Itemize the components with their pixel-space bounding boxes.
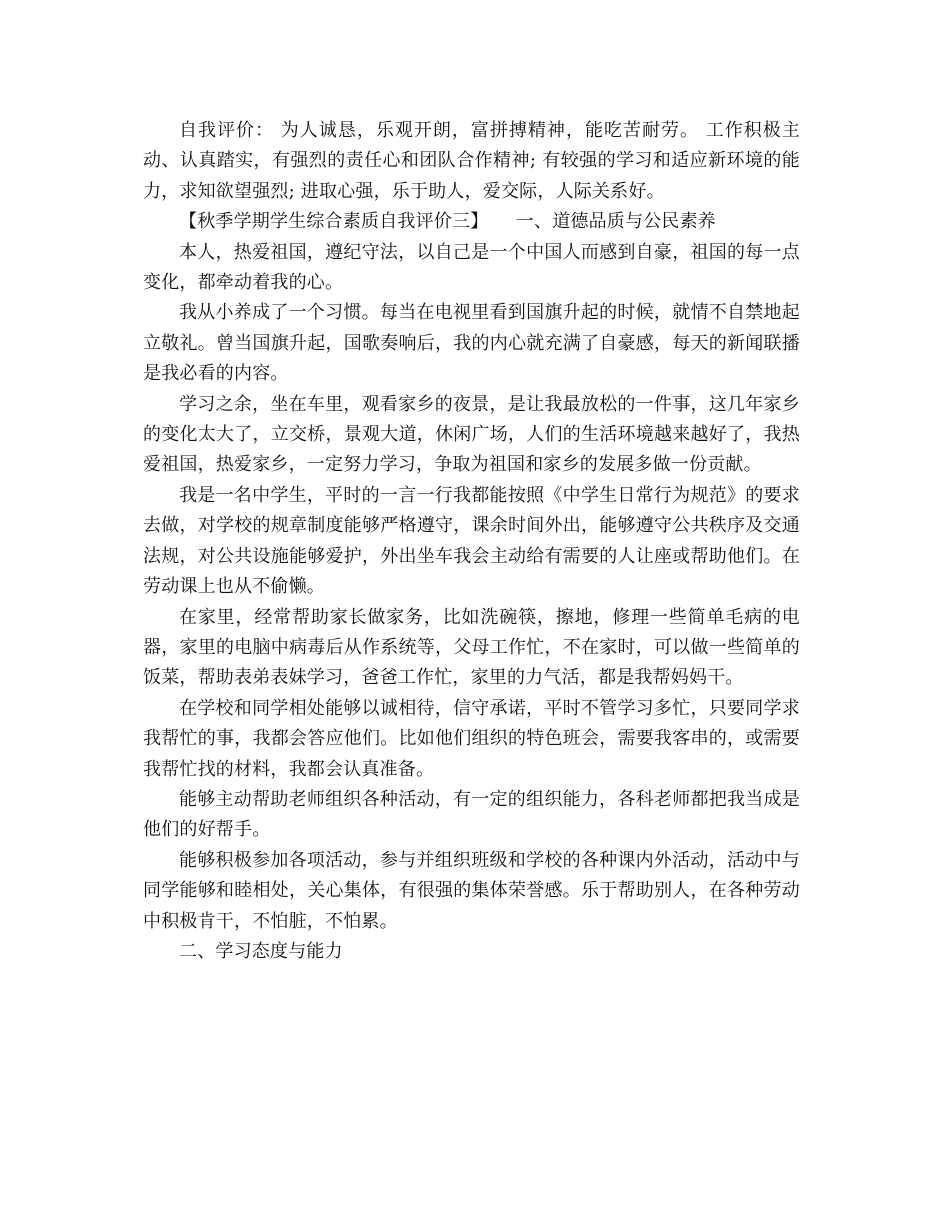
paragraph-student-conduct: 我是一名中学生，平时的一言一行我都能按照《中学生日常行为规范》的要求去做，对学校的规章制度能够严格遵守，课余时间外出，能够遵守公共秩序及交通法规，对公共设施能够爱护，外出坐车我会主动给有需要的人让座或帮助他们。在劳动课上也从不偷懒。 (143, 484, 800, 598)
paragraph-at-home: 在家里，经常帮助家长做家务，比如洗碗筷，擦地，修理一些简单毛病的电器，家里的电脑中病毒后从作系统等，父母工作忙，不在家时，可以做一些简单的饭菜，帮助表弟表妹学习，爸爸工作忙，家里的力气活，都是我帮妈妈干。 (143, 606, 800, 689)
section-heading-moral-quality: 【秋季学期学生综合素质自我评价三】 一、道德品质与公民素养 (179, 211, 716, 233)
paragraph-help-teachers: 能够主动帮助老师组织各种活动，有一定的组织能力，各科老师都把我当成是他们的好帮手。 (143, 788, 800, 841)
paragraph-hometown: 学习之余，坐在车里，观看家乡的夜景，是让我最放松的一件事，这几年家乡的变化太大了，立交桥，景观大道，休闲广场，人们的生活环境越来越好了，我热爱祖国，热爱家乡，一定努力学习，争取为祖国和家乡的发展多做一份贡献。 (143, 393, 800, 476)
section-heading-learning-attitude: 二、学习态度与能力 (179, 940, 343, 962)
paragraph-classmates: 在学校和同学相处能够以诚相待，信守承诺，平时不管学习多忙，只要同学求我帮忙的事，我都会答应他们。比如他们组织的特色班会，需要我客串的，或需要我帮忙找的材料，我都会认真准备。 (143, 697, 800, 780)
paragraph-self-evaluation: 自我评价： 为人诚恳，乐观开朗，富拼搏精神，能吃苦耐劳。 工作积极主动、认真踏实，有强烈的责任心和团队合作精神; 有较强的学习和适应新环境的能力，求知欲望强烈; 进取心强，乐于助人，爱交际，人际关系好。 (143, 120, 800, 202)
paragraph-love-country: 本人，热爱祖国，遵纪守法，以自己是一个中国人而感到自豪，祖国的每一点变化，都牵动着我的心。 (143, 241, 800, 294)
paragraph-flag-habit: 我从小养成了一个习惯。每当在电视里看到国旗升起的时候，就情不自禁地起立敬礼。曾当国旗升起，国歌奏响后，我的内心就充满了自豪感，每天的新闻联播是我必看的内容。 (143, 302, 800, 385)
paragraph-activities: 能够积极参加各项活动，参与并组织班级和学校的各种课内外活动，活动中与同学能够和睦相处，关心集体，有很强的集体荣誉感。乐于帮助别人，在各种劳动中积极肯干，不怕脏，不怕累。 (143, 849, 800, 932)
